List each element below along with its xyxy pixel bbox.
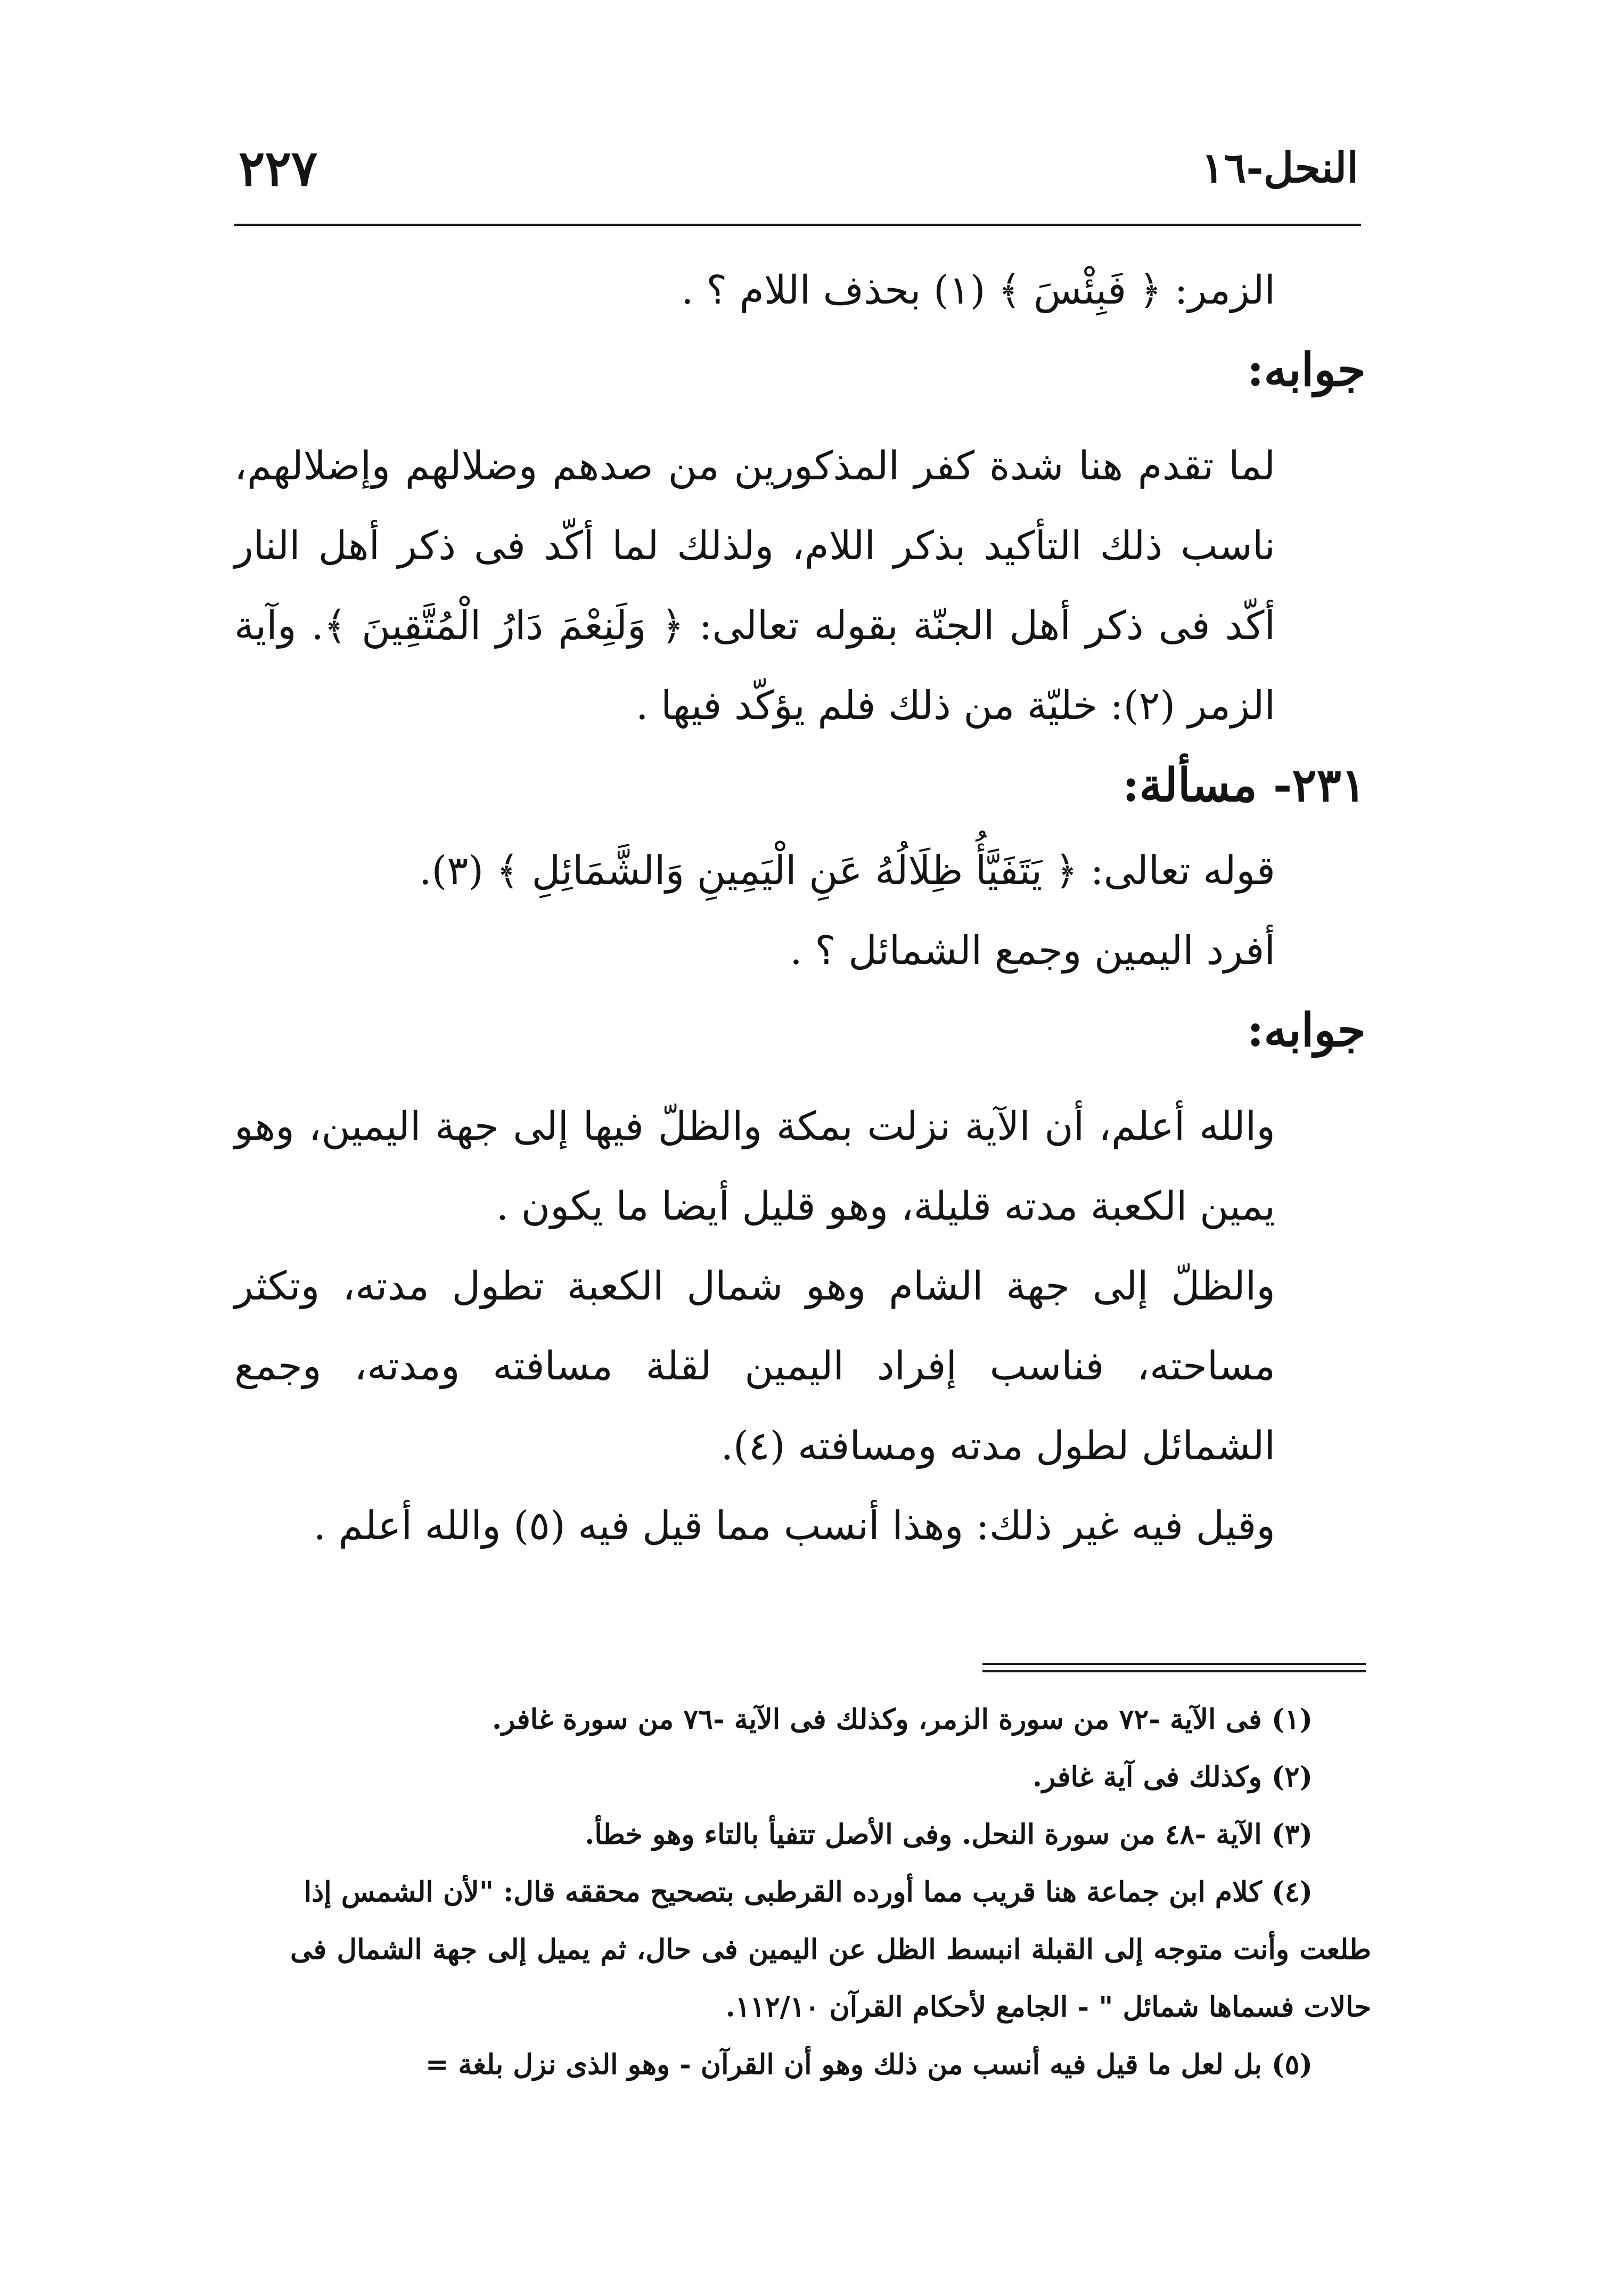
answer-heading-1: جوابه: (1247, 343, 1366, 397)
answer-paragraph-1: لما تقدم هنا شدة كفر المذكورين من صدهم وضلالهم وإضلالهم، ناسب ذلك التأكيد بذكر اللام، ولذلك لما أكّد فى ذكر أهل النار أكّد فى ذكر أهل الجنّة بقوله تعالى: ﴿ وَلَنِعْمَ دَارُ الْمُتَّقِينَ ﴾. وآية الزمر (٢): خليّة من ذلك فلم يؤكّد فيها . (234, 443, 1275, 729)
footnote-3: (٣) الآية -٤٨ من سورة النحل. وفى الأصل تتفيأ بالتاء وهو خطأ. (585, 1818, 1313, 1851)
running-header-chapter: النحل-١٦ (1201, 144, 1358, 192)
answer-paragraph-4: وقيل فيه غير ذلك: وهذا أنسب مما قيل فيه (٥) والله أعلم . (313, 1503, 1275, 1549)
footnote-5: (٥) بل لعل ما قيل فيه أنسب من ذلك وهو أن القرآن - وهو الذى نزل بلغة = (425, 2048, 1313, 2081)
paragraph-zumar-ref: الزمر: ﴿ فَبِئْسَ ﴾ (١) بحذف اللام ؟ . (681, 267, 1275, 313)
footnotes (290, 1691, 1371, 2094)
header-rule (234, 224, 1361, 226)
footnote-separator (982, 1663, 1366, 1678)
answer-heading-2: جوابه: (1247, 1003, 1366, 1057)
footnote-1: (١) فى الآية -٧٢ من سورة الزمر، وكذلك فى الآية -٧٦ من سورة غافر. (492, 1703, 1313, 1736)
answer-paragraph-3: والظلّ إلى جهة الشام وهو شمال الكعبة تطول مدته، وتكثر مساحته، فناسب إفراد اليمين لقلة مسافته ومدته، وجمع الشمائل لطول مدته ومسافته (٤). (234, 1263, 1275, 1469)
main-text (234, 250, 1366, 1566)
footnote-4-continued: طلعت وأنت متوجه إلى القبلة انبسط الظل عن اليمين فى حال، ثم يميل إلى جهة الشمال فى حالات فسماها شمائل " - الجامع لأحكام القرآن ١١٢/١٠. (290, 1933, 1371, 2023)
question-verse: قوله تعالى: ﴿ يَتَفَيَّأُ ظِلَالُهُ عَنِ الْيَمِينِ وَالشَّمَائِلِ ﴾ (٣). (419, 848, 1275, 894)
footnote-4: (٤) كلام ابن جماعة هنا قريب مما أورده القرطبى بتصحيح محققه قال: "لأن الشمس إذا (304, 1876, 1313, 1908)
footnote-2: (٢) وكذلك فى آية غافر. (1032, 1761, 1313, 1793)
page-number: ٢٢٧ (239, 140, 318, 197)
question-heading-231: ٢٣١- مسألة: (1122, 758, 1366, 812)
answer-paragraph-2: والله أعلم، أن الآية نزلت بمكة والظلّ فيها إلى جهة اليمين، وهو يمين الكعبة مدته قليلة، وهو قليل أيضا ما يكون . (234, 1104, 1275, 1229)
question-text: أفرد اليمين وجمع الشمائل ؟ . (790, 928, 1275, 974)
